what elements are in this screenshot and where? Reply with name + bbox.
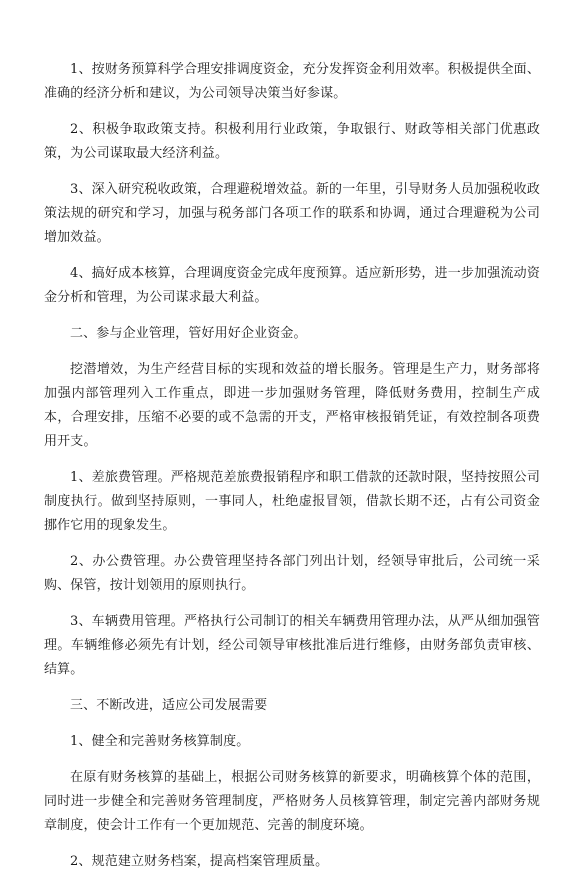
document-body (44, 58, 540, 886)
paragraph-travel-expense: 1、差旅费管理。严格规范差旅费报销程序和职工借款的还款时限，坚持按照公司制度执行。做到坚持原则，一事同人，杜绝虚报冒领，借款长期不还，占有公司资金挪作它用的现象发生。 (44, 470, 540, 533)
subheading-accounting-system: 1、健全和完善财务核算制度。 (70, 734, 250, 749)
paragraph-internal-management: 挖潜增效，为生产经营目标的实现和效益的增长服务。管理是生产力，财务部将加强内部管理列入工作重点，即进一步加强财务管理，降低财务费用，控制生产成本，合理安排，压缩不必要的或不急需的开支，严格审核报销凭证，有效控制各项费用开支。 (44, 362, 540, 449)
paragraph-vehicle-expense: 3、车辆费用管理。严格执行公司制订的相关车辆费用管理办法，从严从细加强管理。车辆维修必须先有计划，经公司领导审核批准后进行维修，由财务部负责审核、结算。 (44, 614, 540, 677)
paragraph-budget-funds: 1、按财务预算科学合理安排调度资金，充分发挥资金利用效率。积极提供全面、准确的经济分析和建议，为公司领导决策当好参谋。 (44, 62, 540, 101)
section-heading-enterprise-management: 二、参与企业管理，管好用好企业资金。 (70, 326, 307, 341)
subheading-financial-archives: 2、规范建立财务档案，提高档案管理质量。 (70, 854, 329, 869)
paragraph-accounting-system: 在原有财务核算的基础上，根据公司财务核算的新要求，明确核算个体的范围，同时进一步健全和完善财务管理制度，严格财务人员核算管理，制定完善内部财务规章制度，使会计工作有一个更加规范、完善的制度环境。 (44, 770, 540, 833)
paragraph-policy-support: 2、积极争取政策支持。积极利用行业政策，争取银行、财政等相关部门优惠政策，为公司谋取最大经济利益。 (44, 122, 540, 161)
paragraph-office-expense: 2、办公费管理。办公费管理坚持各部门列出计划，经领导审批后，公司统一采购、保管，按计划领用的原则执行。 (44, 554, 540, 593)
section-heading-improvement: 三、不断改进，适应公司发展需要 (70, 698, 268, 713)
paragraph-cost-accounting: 4、搞好成本核算，合理调度资金完成年度预算。适应新形势，进一步加强流动资金分析和管理，为公司谋求最大利益。 (44, 266, 540, 305)
paragraph-tax-policy: 3、深入研究税收政策，合理避税增效益。新的一年里，引导财务人员加强税收政策法规的研究和学习，加强与税务部门各项工作的联系和协调，通过合理避税为公司增加效益。 (44, 182, 540, 245)
